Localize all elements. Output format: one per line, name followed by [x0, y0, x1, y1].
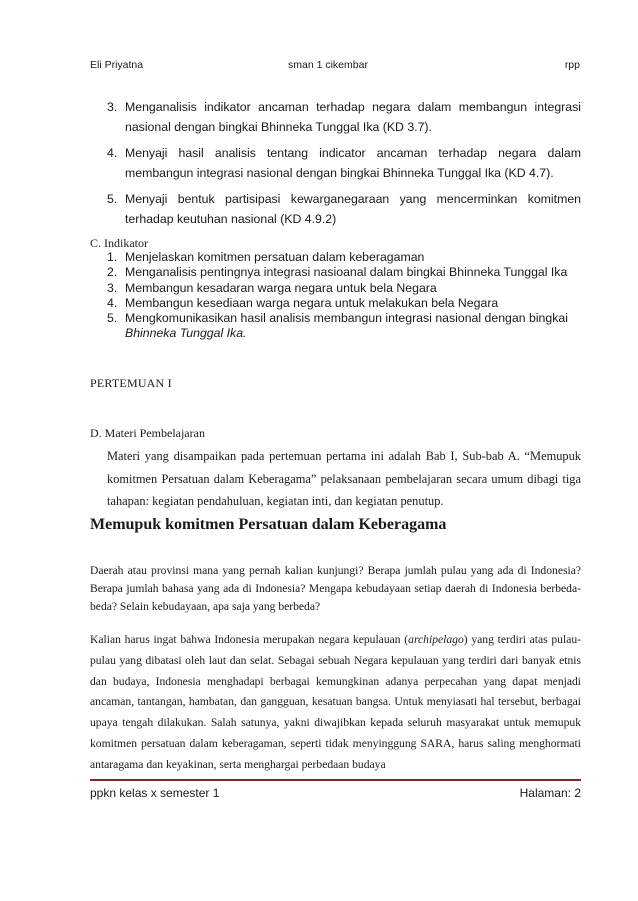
section-c-heading: C. Indikator: [90, 236, 148, 250]
list-item: [107, 250, 581, 265]
page-footer: [90, 786, 581, 802]
list-item-text: Menjelaskan komitmen persatuan dalam keberagaman: [125, 250, 425, 264]
list-item: [107, 189, 581, 229]
body-paragraph-1: Daerah atau provinsi mana yang pernah kalian kunjungi? Berapa jumlah pulau yang ada di Indonesia? Berapa jumlah bahasa yang ada di Indonesia? Mengapa kebudayaan setiap daerah di Indonesia berbeda-beda? Selain kebudayaan, apa saja yang berbeda?: [90, 564, 581, 613]
indicator-list: [107, 250, 581, 342]
list-item-number: 5.: [107, 311, 118, 326]
list-item-number: 1.: [107, 250, 118, 264]
materi-paragraph: [107, 445, 581, 513]
competency-list: [107, 97, 581, 229]
list-item-number: 2.: [107, 265, 118, 280]
list-item-text: Menyaji hasil analisis tentang indicator ancaman terhadap negara dalam membangun integrasi nasional dengan bingkai Bhinneka Tunggal Ika (KD 4.7).: [125, 146, 581, 180]
paragraph-text-before: Kalian harus ingat bahwa Indonesia merupakan negara kepulauan (: [90, 633, 409, 646]
list-item-text: Membangun kesediaan warga negara untuk melakukan bela Negara: [125, 295, 499, 310]
header-author: Eli Priyatna: [90, 59, 144, 71]
list-item: [107, 281, 581, 296]
list-item: [107, 97, 581, 137]
materi-text-part2: pelaksanaan pembelajaran secara umum dibagi tiga tahapan: kegiatan pendahuluan, kegiatan inti, dan kegiatan penutup.: [107, 471, 581, 508]
materi-text-part1: Materi yang disampaikan pada pertemuan pertama ini adalah Bab I, Sub-bab A. “Memupuk komitmen Persatuan dalam Keberagama”: [107, 449, 581, 486]
footer-page-number: Halaman: 2: [519, 786, 581, 800]
list-item-italic-text: Bhinneka Tunggal Ika.: [125, 326, 247, 341]
list-item-number: 3.: [107, 100, 118, 114]
list-item-text: Mengkomunikasikan hasil analisis membangun integrasi nasional dengan bingkai: [125, 311, 568, 326]
section-d-heading: D. Materi Pembelajaran: [90, 426, 205, 440]
list-item: [107, 311, 581, 342]
list-item-number: 4.: [107, 295, 118, 310]
header-doc-code: rpp: [564, 59, 580, 71]
paragraph-text-after: ) yang terdiri atas pulau-pulau yang dibatasi oleh laut dan selat. Sebagai sebuah Negara kepulauan yang terdiri dari banyak etnis dan budaya, Indonesia menghadapi berbagai kemungkinan adanya perpecahan yang dapat menjadi ancaman, tantangan, hambatan, dan gangguan, kesatuan bangsa. Untuk menyiasati hal tersebut, berbagai upaya tengah dilakukan. Salah satunya, yakni diwajibkan kepada seluruh masyarakat untuk memupuk komitmen persatuan dalam keberagaman, seperti tidak menyinggung SARA, harus saling menghormati antaragama dan keyakinan, serta menghargai perbedaan budaya: [90, 633, 581, 771]
meeting-title: PERTEMUAN I: [90, 376, 172, 390]
list-item-text: Membangun kesadaran warga negara untuk bela Negara: [125, 280, 437, 295]
list-item-text: Menyaji bentuk partisipasi kewarganegaraan yang mencerminkan komitmen terhadap keutuhan nasional (KD 4.9.2): [125, 192, 581, 226]
list-item-text: Menganalisis indikator ancaman terhadap negara dalam membangun integrasi nasional dengan bingkai Bhinneka Tunggal Ika (KD 3.7).: [125, 100, 581, 134]
footer-divider: [90, 779, 581, 781]
footer-course: ppkn kelas x semester 1: [90, 786, 220, 800]
list-item: [107, 296, 581, 311]
paragraph-italic-term: archipelago: [408, 633, 464, 646]
header-school: sman 1 cikembar: [288, 59, 368, 71]
list-item-number: 5.: [107, 192, 118, 206]
list-item-text: Menganalisis pentingnya integrasi nasioanal dalam bingkai Bhinneka Tunggal Ika: [125, 265, 568, 280]
list-item: [107, 265, 581, 280]
list-item-number: 3.: [107, 280, 118, 295]
body-paragraph-2: [90, 630, 581, 776]
section-heading: Memupuk komitmen Persatuan dalam Keberagama: [90, 516, 447, 533]
page-header: [90, 59, 580, 75]
list-item: [107, 143, 581, 183]
list-item-number: 4.: [107, 146, 118, 160]
